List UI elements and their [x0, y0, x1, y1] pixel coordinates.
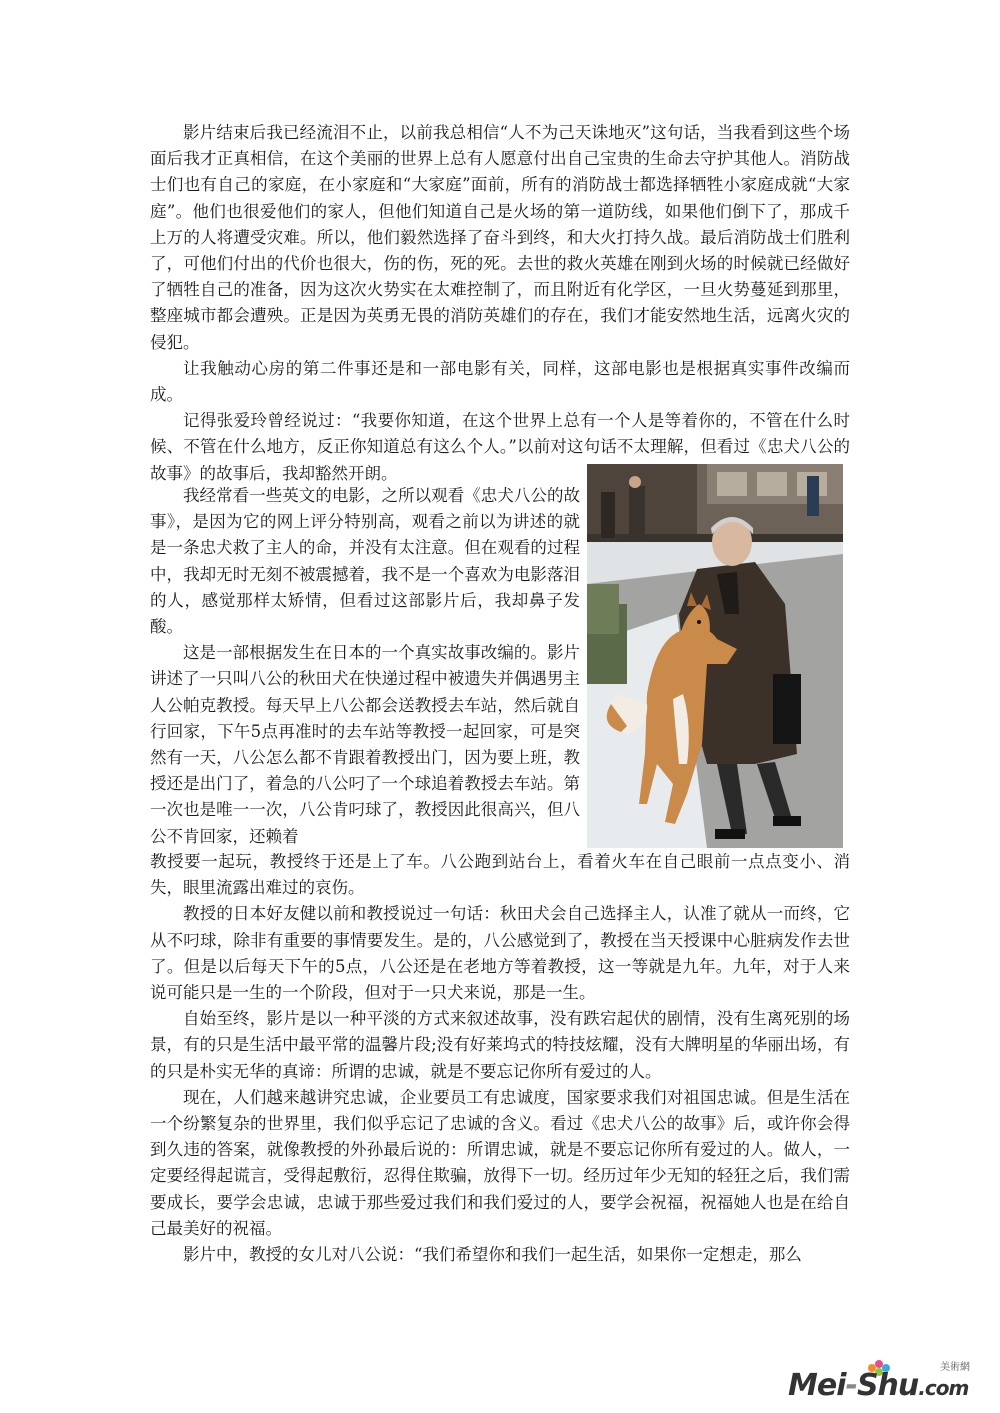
watermark-suffix: .com: [918, 1376, 969, 1400]
paragraph: 影片结束后我已经流泪不止，以前我总相信“人不为己天诛地灭”这句话，当我看到这些个场面后我才正真相信，在这个美丽的世界上总有人愿意付出自己宝贵的生命去守护其他人。消防战士们也有自己的家庭，在小家庭和“大家庭”面前，所有的消防战士都选择牺牲小家庭成就“大家庭”。他们也很爱他们的家人，但他们知道自己是火场的第一道防线，如果他们倒下了，那成千上万的人将遭受灾难。所以，他们毅然选择了奋斗到终，和大火打持久战。最后消防战士们胜利了，可他们付出的代价也很大，伤的伤，死的死。去世的救火英雄在刚到火场的时候就已经做好了牺牲自己的准备，因为这次火势实在太难控制了，而且附近有化学区，一旦火势蔓延到那里，整座城市都会遭殃。正是因为英勇无畏的消防英雄们的存在，我们才能安然地生活，远离火灾的侵犯。: [150, 123, 850, 352]
watermark-part: Shu: [856, 1368, 919, 1403]
article-text-beside-photo: [150, 483, 580, 850]
article-text-bottom: [150, 849, 850, 1268]
paragraph-continued: 教授要一起玩，教授终于还是上了车。八公跑到站台上，看着火车在自己眼前一点点变小、消失，眼里流露出难过的哀伤。: [150, 852, 850, 898]
paragraph: 现在，人们越来越讲究忠诚，企业要员工有忠诚度，国家要求我们对祖国忠诚。但是生活在一个纷繁复杂的世界里，我们似乎忘记了忠诚的含义。看过《忠犬八公的故事》后，或许你会得到久违的答案，就像教授的外孙最后说的：所谓忠诚，就是不要忘记你所有爱过的人。做人，一定要经得起谎言，受得起敷衍，忍得住欺骗，放得下一切。经历过年少无知的轻狂之后，我们需要成长，要学会忠诚，忠诚于那些爱过我们和我们爱过的人，要学会祝福，祝福她人也是在给自己最美好的祝福。: [150, 1087, 850, 1238]
paragraph: 记得张爱玲曾经说过：“我要你知道，在这个世界上总有一个人是等着你的，不管在什么时候、不管在什么地方，反正你知道总有这么个人。”以前对这句话不太理解，但看过《忠犬八公的故事》的故事后，我却豁然开朗。: [150, 411, 850, 483]
watermark-dash: -: [845, 1368, 857, 1403]
paragraph: 我经常看一些英文的电影，之所以观看《忠犬八公的故事》，是因为它的网上评分特别高，观看之前以为讲述的就是一条忠犬救了主人的命，并没有太注意。但在观看的过程中，我却无时无刻不被震撼着，我不是一个喜欢为电影落泪的人，感觉那样太矫情，但看过这部影片后，我却鼻子发酸。: [150, 486, 580, 637]
paragraph: 这是一部根据发生在日本的一个真实故事改编的。影片讲述了一只叫八公的秋田犬在快递过程中被遗失并偶遇男主人公帕克教授。每天早上八公都会送教授去车站，然后就自行回家，下午5点再准时的去车站等教授一起回家，可是突然有一天，八公怎么都不肯跟着教授出门，因为要上班，教授还是出门了，着急的八公叼了一个球追着教授去车站。第一次也是唯一一次，八公肯叼球了，教授因此很高兴，但八公不肯回家，还赖着: [150, 643, 580, 846]
watermark-text: [788, 1368, 968, 1403]
paragraph: 影片中，教授的女儿对八公说：“我们希望你和我们一起生活，如果你一定想走，那么: [183, 1245, 802, 1265]
watermark-part: Mei: [788, 1368, 846, 1403]
watermark-chinese-name: 美術網: [940, 1362, 970, 1373]
paragraph: 自始至终，影片是以一种平淡的方式来叙述故事，没有跌宕起伏的剧情，没有生离死别的场景，有的只是生活中最平常的温馨片段;没有好莱坞式的特技炫耀，没有大牌明星的华丽出场，有的只是朴实无华的真谛：所谓的忠诚，就是不要忘记你所有爱过的人。: [150, 1009, 850, 1081]
paragraph: 让我触动心房的第二件事还是和一部电影有关，同样，这部电影也是根据真实事件改编而成。: [150, 358, 850, 405]
article-text-top: [150, 120, 850, 487]
movie-still-photo: [587, 464, 843, 848]
paragraph: 教授的日本好友健以前和教授说过一句话：秋田犬会自己选择主人，认准了就从一而终，它从不叼球，除非有重要的事情要发生。是的，八公感觉到了，教授在当天授课中心脏病发作去世了。但是以后每天下午的5点，八公还是在老地方等着教授，这一等就是九年。九年，对于人来说可能只是一生的一个阶段，但对于一只犬来说，那是一生。: [150, 904, 850, 1003]
site-watermark-logo: [788, 1358, 978, 1403]
